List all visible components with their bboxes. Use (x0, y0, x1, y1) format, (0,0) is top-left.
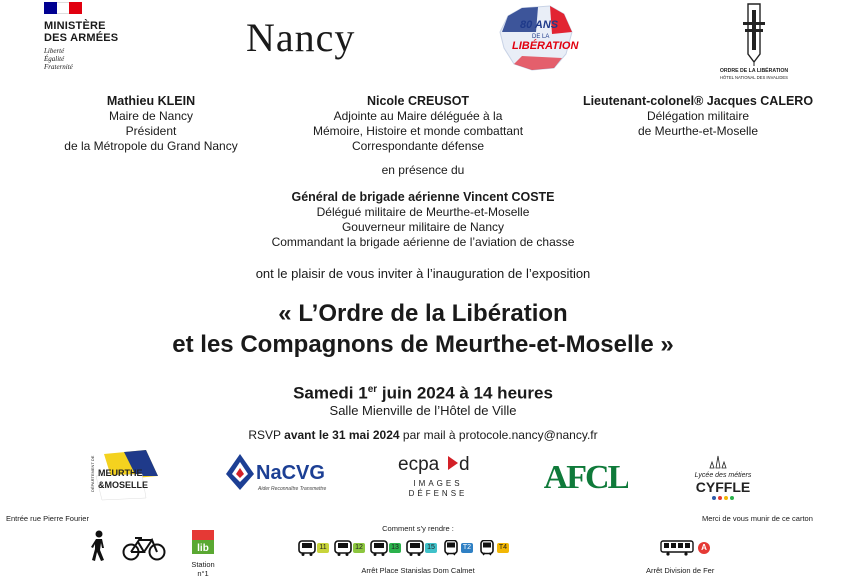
station-label: Station n°1 (191, 560, 215, 577)
bus-icon (660, 540, 694, 556)
line-badge: T4 (498, 544, 508, 551)
stop-stanislas: Arrêt Place Stanislas Dom Calmet (361, 566, 475, 575)
svg-text:MEURTHE: MEURTHE (98, 468, 143, 478)
division-line (660, 540, 710, 556)
signatory-calero (556, 94, 840, 139)
signatory-last: CALERO (760, 94, 814, 108)
svg-text:NaCVG: NaCVG (256, 462, 325, 484)
meurthe-et-moselle-logo (84, 446, 164, 502)
rsvp: RSVP avant le 31 mai 2024 par mail à protocole.nancy@nancy.fr (248, 428, 598, 442)
how-to-get-there: Comment s’y rendre : (382, 524, 454, 533)
signatory-line: Délégation militaire (646, 109, 750, 123)
signatory-line: Correspondante défense (351, 139, 485, 153)
bus-icon (334, 540, 352, 556)
transit-line (406, 540, 437, 556)
line-badge: 13 (389, 543, 401, 553)
event-date: Samedi 1er juin 2024 à 14 heures (293, 383, 553, 403)
signatory-creusot (282, 94, 554, 154)
exhibition-title-line: et les Compagnons de Meurthe-et-Moselle » (172, 331, 674, 358)
80-ans-liberation-logo (492, 2, 582, 74)
signatory-line: Maire de Nancy (108, 109, 194, 123)
line-badge: 12 (353, 543, 365, 553)
exhibition-title (0, 298, 846, 360)
signatory-first: Mathieu (106, 94, 158, 108)
bus-icon (298, 540, 316, 556)
tram-icon (442, 540, 460, 556)
ministere-title: MINISTÈRE DES ARMÉES (44, 20, 119, 44)
venue: Salle Mienville de l’Hôtel de Ville (329, 403, 517, 418)
svg-text:HÔTEL NATIONAL DES INVALIDES: HÔTEL NATIONAL DES INVALIDES (720, 75, 788, 80)
transit-line (334, 540, 365, 556)
transit-lines (298, 540, 509, 556)
signatory-klein (36, 94, 266, 154)
line-badge: 11 (317, 543, 329, 553)
signatory-first: Nicole (366, 94, 408, 108)
transit-line (298, 540, 329, 556)
french-flag-icon (44, 2, 82, 14)
general-block (0, 190, 846, 250)
svg-text:DÉPARTEMENT DE: DÉPARTEMENT DE (90, 455, 95, 492)
general-line: Commandant la brigade aérienne de l’aviation de chasse (271, 235, 575, 249)
ministere-des-armees-logo (44, 2, 154, 71)
svg-text:80 ANS: 80 ANS (520, 19, 559, 31)
bus-icon (370, 540, 388, 556)
bicycle-icon (122, 536, 166, 562)
pedestrian-icon (90, 530, 108, 562)
signatory-line: Mémoire, Histoire et monde combattant (312, 124, 524, 138)
lib-station-icon (190, 530, 216, 556)
svg-text:lib: lib (197, 543, 209, 554)
svg-text:ecpa: ecpa (398, 454, 440, 475)
stop-division: Arrêt Division de Fer (646, 566, 715, 575)
svg-text:CYFFLE: CYFFLE (695, 479, 751, 495)
lycee-cyffle-logo (688, 450, 758, 504)
signatory-line: Président (125, 124, 177, 138)
signatory-line: de Meurthe-et-Moselle (637, 124, 759, 138)
presence-text: en présence du (381, 163, 465, 177)
general-name: Général de brigade aérienne Vincent COSTE (291, 190, 555, 204)
exhibition-title-line: « L’Ordre de la Libération (278, 300, 568, 327)
bus-icon (406, 540, 424, 556)
ecpad-logo (396, 450, 480, 502)
svg-text:LIBÉRATION: LIBÉRATION (512, 40, 579, 52)
signatory-line: Adjointe au Maire déléguée à la (333, 109, 503, 123)
line-badge: T2 (462, 544, 472, 551)
svg-text:ORDRE DE LA LIBÉRATION: ORDRE DE LA LIBÉRATION (719, 68, 789, 74)
svg-text:Lycée des métiers: Lycée des métiers (694, 472, 752, 479)
card-note: Merci de vous munir de ce carton (702, 514, 813, 523)
transit-line (442, 540, 473, 556)
transit-line (478, 540, 509, 556)
svg-text:AFCL: AFCL (544, 459, 628, 496)
svg-text:&MOSELLE: &MOSELLE (98, 480, 149, 490)
signatory-line: de la Métropole du Grand Nancy (64, 139, 238, 153)
signatory-last: KLEIN (157, 94, 196, 108)
nancy-logo: Nancy (246, 15, 356, 60)
afcl-logo (544, 454, 628, 496)
republic-motto: Liberté Égalité Fraternité (44, 47, 73, 71)
svg-text:DE LA: DE LA (532, 34, 550, 40)
svg-text:DÉFENSE: DÉFENSE (408, 489, 468, 498)
entrance-text: Entrée rue Pierre Fourier (6, 514, 89, 523)
line-a-badge: A (698, 542, 710, 554)
svg-text:IMAGES: IMAGES (413, 479, 463, 488)
svg-text:Aider Reconnaître Transmettre: Aider Reconnaître Transmettre (258, 486, 327, 492)
tram-icon (478, 540, 496, 556)
invite-text: ont le plaisir de vous inviter à l’inauguration de l’exposition (255, 266, 591, 281)
line-badge: 15 (425, 543, 437, 553)
nacvg-logo (224, 452, 340, 494)
transit-line (370, 540, 401, 556)
general-line: Gouverneur militaire de Nancy (341, 220, 505, 234)
signatory-last: CREUSOT (407, 94, 470, 108)
general-line: Délégué militaire de Meurthe-et-Moselle (316, 205, 530, 219)
ordre-de-la-liberation-logo (708, 2, 800, 82)
signatory-first: Lieutenant-colonel® Jacques (582, 94, 761, 108)
svg-text:d: d (459, 454, 470, 475)
